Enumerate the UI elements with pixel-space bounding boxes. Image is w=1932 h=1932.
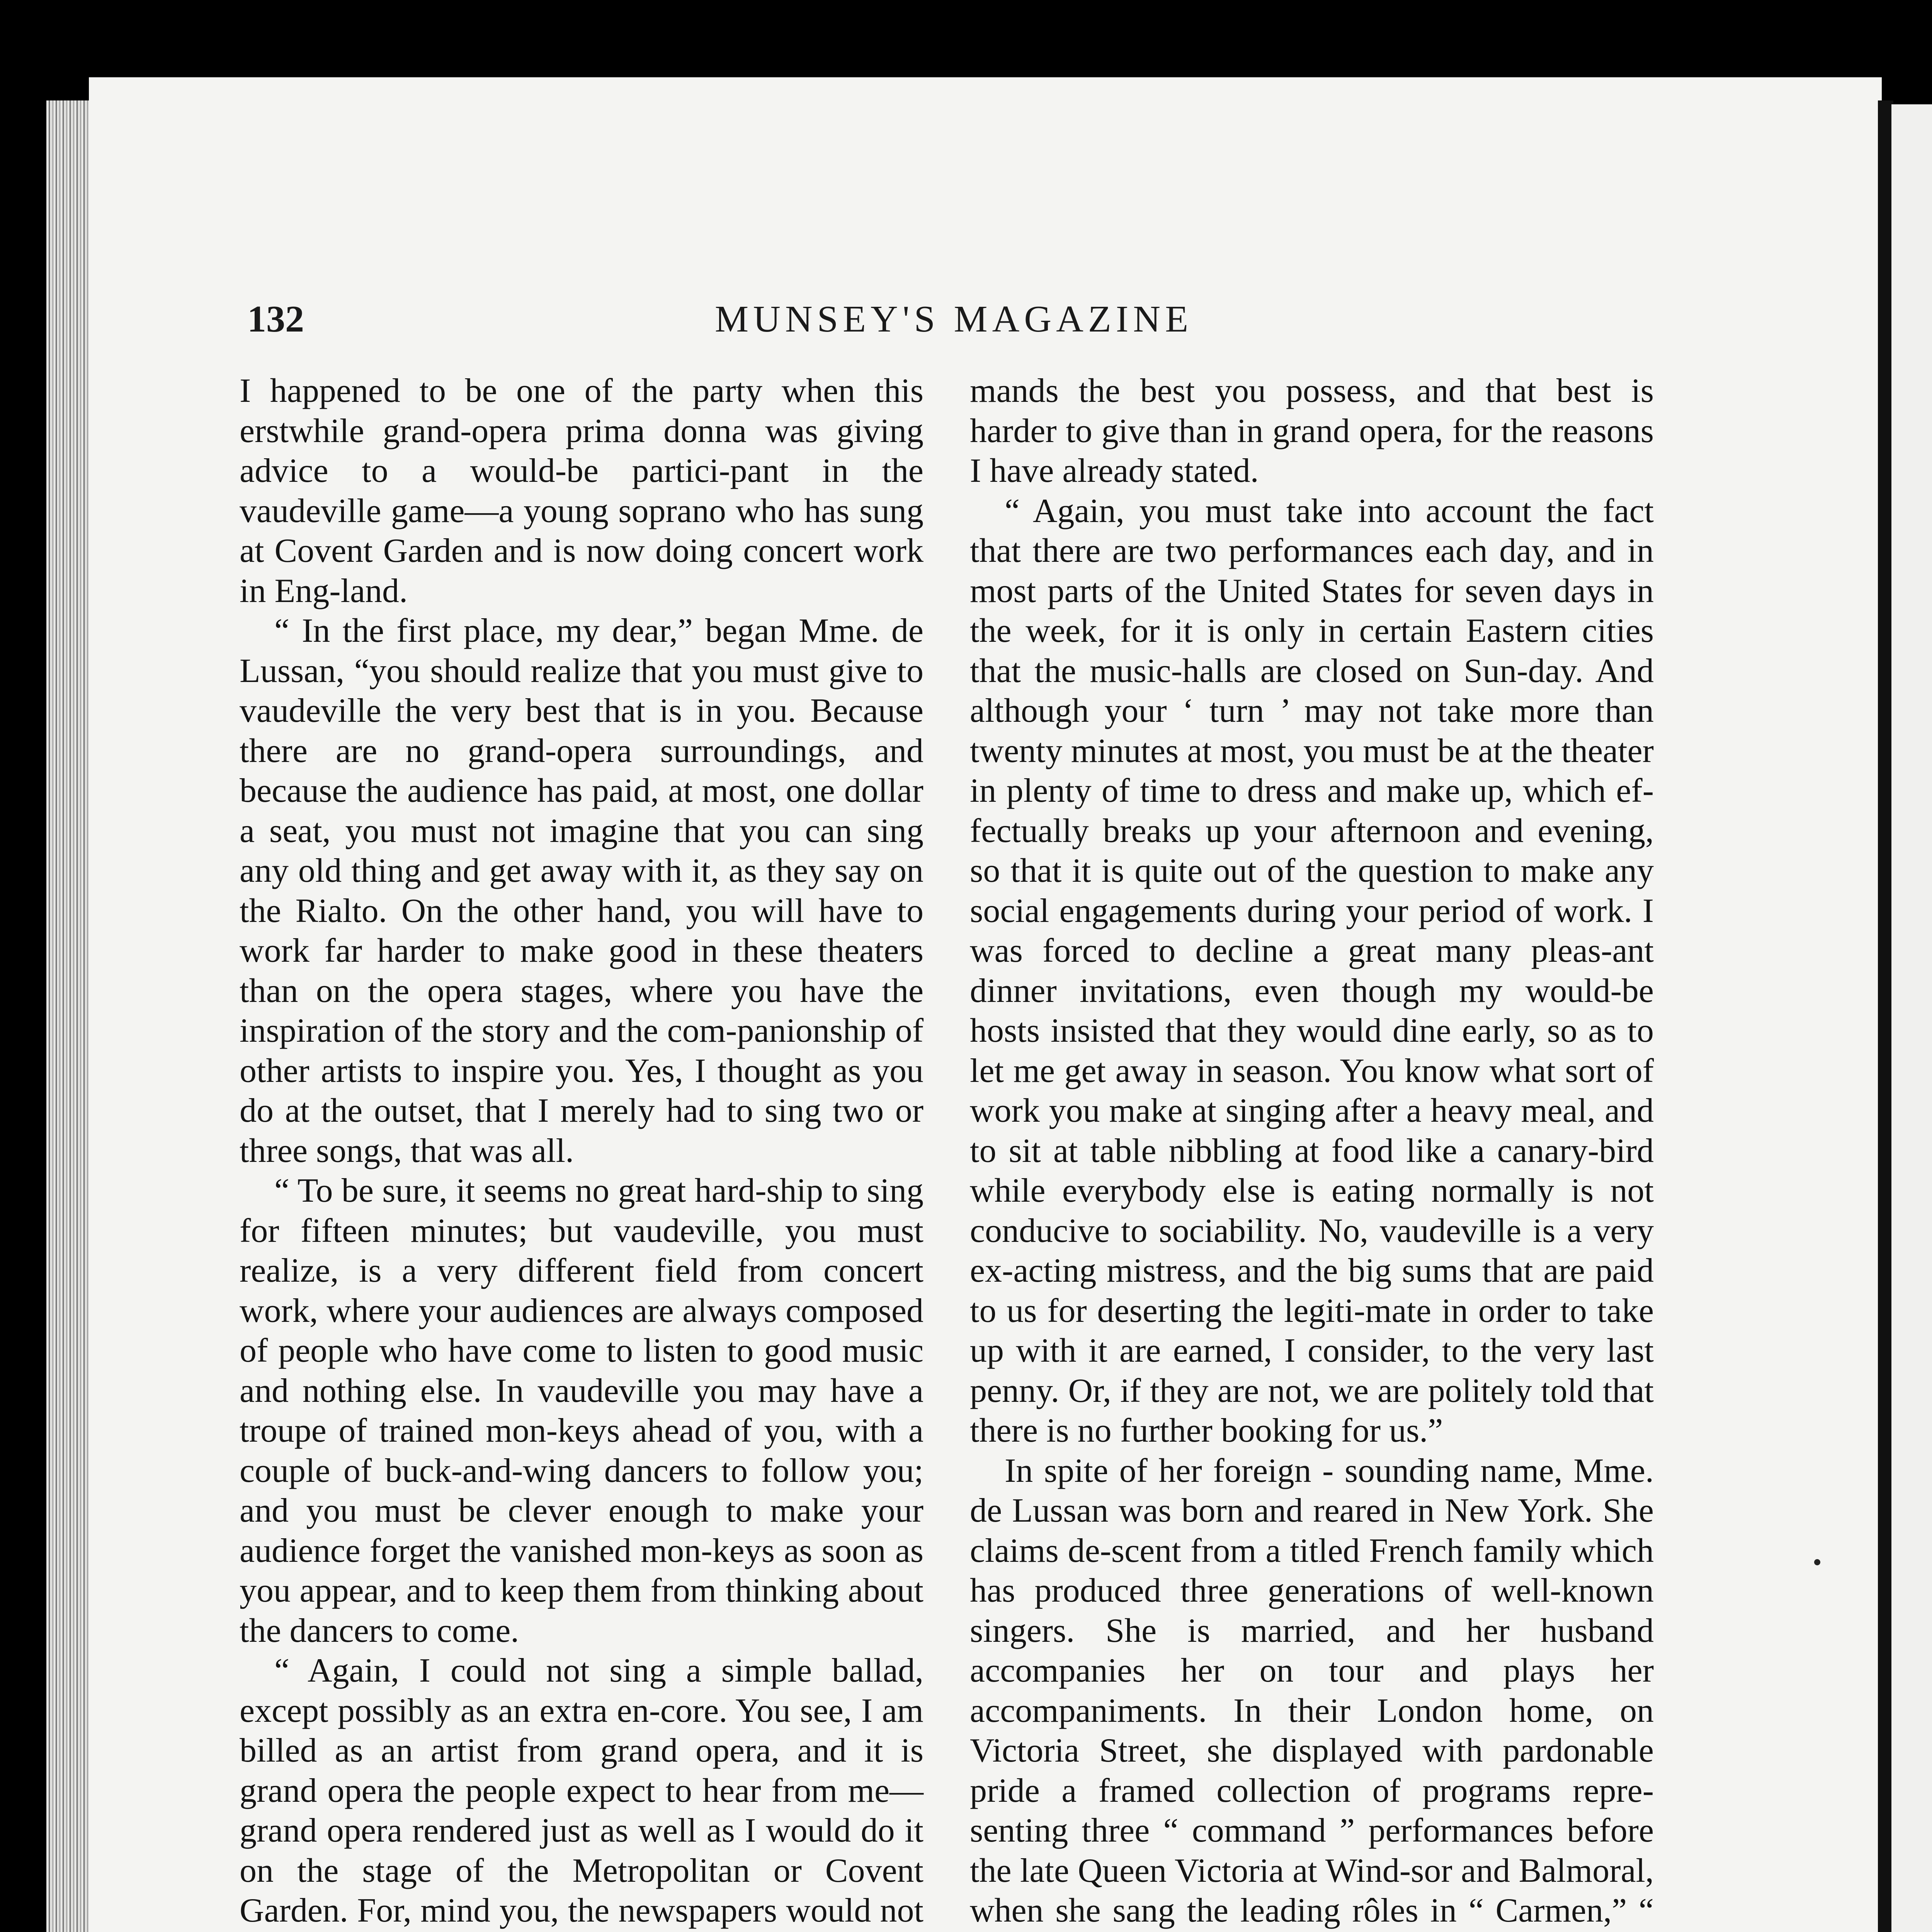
paragraph: mands the best you possess, and that best is harder to give than in grand opera, for the reasons I have already stated. xyxy=(970,372,1654,490)
ink-speck xyxy=(1814,1559,1820,1565)
paragraph: In spite of her foreign - sounding name, Mme. de Lussan was born and reared in New York. She claims de-scent from a titled French family which has produced three generations of well-known singers. She is married, and her husband accompanies her on tour and plays her accompaniments. In their London home, on Victoria Street, she displayed with pardonable pride a framed collection of programs repre-senting three “ command ” performances before the late Queen Victoria at Wind-sor and Balmoral, when she sang the leading rôles in “ Carmen,” “ xyxy=(970,1452,1654,1929)
left-text-column xyxy=(240,371,923,1932)
paragraph: “ Again, I could not sing a simple ballad, except possibly as an extra en-core. You see, I am billed as an artist from grand opera, and it is grand opera the people expect to hear from me—grand opera rendered just as well as I would do it on the stage of the Metropolitan or Covent Garden. For, mind you, the newspapers would not xyxy=(240,1652,923,1929)
paragraph: “ In the first place, my dear,” began Mme. de Lussan, “you should realize that you must give to vaudeville the very best that is in you. Because there are no grand-opera surroundings, and because the audience has paid, at most, one dollar a seat, you must not imagine that you can sing any old thing and get away with it, as they say on the Rialto. On the other hand, you will have to work far harder to make good in these theaters than on the opera stages, where you have the inspiration of the story and the com-panionship of other artists to inspire you. Yes, I thought as you do at the outset, that I merely had to sing two or three songs, that was all. xyxy=(240,612,923,1170)
running-head xyxy=(89,220,1882,340)
page-number: 132 xyxy=(247,298,304,340)
paragraph: “ To be sure, it seems no great hard-ship to sing for fifteen minutes; but vaudeville, you must realize, is a very different field from concert work, where your audiences are always composed of people who have come to listen to good music and nothing else. In vaudeville you may have a troupe of trained mon-keys ahead of you, with a couple of buck-and-wing dancers to follow you; and you must be clever enough to make your audience forget the vanished mon-keys as soon as you appear, and to keep them from thinking about the dancers to come. xyxy=(240,1172,923,1650)
book-gutter xyxy=(1878,100,1893,1932)
book-page-edges xyxy=(46,100,93,1932)
paragraph: I happened to be one of the party when this erstwhile grand-opera prima donna was giving advice to a would-be partici-pant in the vaudeville game—a young soprano who has sung at Covent Garden and is now doing concert work in Eng-land. xyxy=(240,372,923,610)
right-text-column xyxy=(970,371,1654,1932)
magazine-title: MUNSEY'S MAGAZINE xyxy=(715,298,1193,340)
magazine-page xyxy=(89,77,1882,1932)
paragraph: “ Again, you must take into account the fact that there are two performances each day, and in most parts of the United States for seven days in the week, for it is only in certain Eastern cities that the music-halls are closed on Sun-day. And although your ‘ turn ’ may not take more than twenty minutes at most, you must be at the theater in plenty of time to dress and make up, which ef-fectually breaks up your afternoon and evening, so that it is quite out of the question to make any social engagements during your period of work. I was forced to decline a great many pleas-ant dinner invitations, even though my would-be hosts insisted that they would dine early, so as to let me get away in season. You know what sort of work you make at singing after a heavy meal, and to sit at table nibbling at food like a canary-bird while everybody else is eating normally is not conducive to sociability. No, vaudeville is a very ex-acting mistress, and the big sums that are paid to us for deserting the legiti-mate in order to take up with it are earned, I consider, to the very last penny. Or, if they are not, we are politely told that there is no further booking for us.” xyxy=(970,492,1654,1449)
facing-page-edge xyxy=(1891,104,1932,1932)
